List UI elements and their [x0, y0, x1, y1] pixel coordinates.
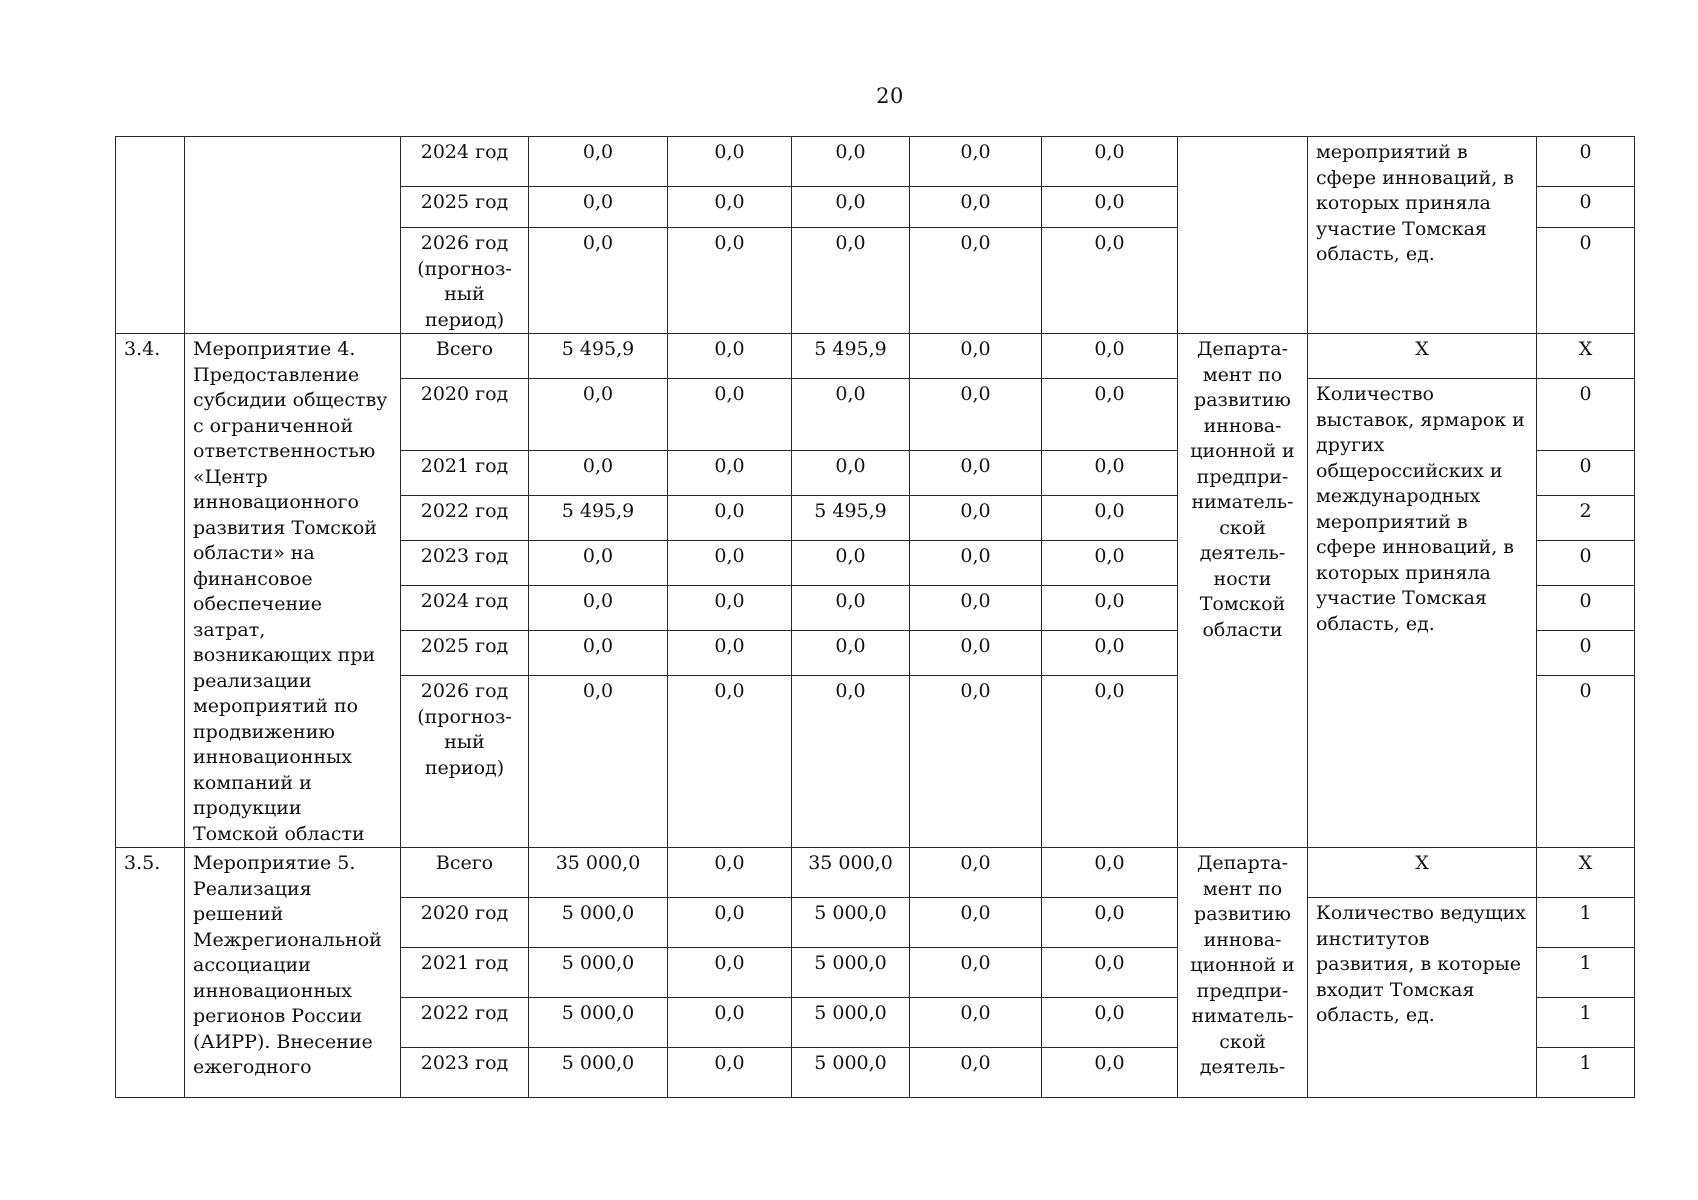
target-value-cell: 0 — [1537, 187, 1635, 228]
period-cell: 2024 год — [401, 586, 529, 631]
executor-cell: Департа-мент по развитию иннова-ционной и предпри-ниматель-ской деятель-ности Томской области — [1178, 334, 1308, 848]
period-cell: 2020 год — [401, 379, 529, 451]
amount-cell: 5 000,0 — [792, 998, 910, 1048]
amount-cell: 0,0 — [1042, 1048, 1178, 1098]
period-cell: 2022 год — [401, 998, 529, 1048]
amount-cell: 0,0 — [1042, 586, 1178, 631]
indicator-cell: Количество ведущих институтов развития, в которые входит Томская область, ед. — [1308, 898, 1537, 1098]
indicator-cell: мероприятий в сфере инноваций, в которых приняла участие Томская область, ед. — [1308, 137, 1537, 334]
amount-cell: 0,0 — [1042, 137, 1178, 187]
amount-cell: 0,0 — [668, 187, 792, 228]
amount-cell: 0,0 — [1042, 998, 1178, 1048]
period-cell: 2025 год — [401, 187, 529, 228]
amount-cell: 0,0 — [529, 541, 668, 586]
amount-cell: 0,0 — [668, 948, 792, 998]
amount-cell: 0,0 — [668, 676, 792, 848]
amount-cell: 0,0 — [529, 676, 668, 848]
amount-cell: 0,0 — [668, 379, 792, 451]
indicator-cell: Количество выставок, ярмарок и других общероссийских и международных мероприятий в сфере инноваций, в которых приняла участие Томская область, ед. — [1308, 379, 1537, 848]
amount-cell: 0,0 — [910, 334, 1042, 379]
amount-cell: 0,0 — [910, 948, 1042, 998]
amount-cell: 0,0 — [1042, 228, 1178, 334]
period-cell: 2022 год — [401, 496, 529, 541]
event-description-cell — [185, 137, 401, 334]
amount-cell: 35 000,0 — [529, 848, 668, 898]
amount-cell: 0,0 — [792, 228, 910, 334]
amount-cell: 0,0 — [792, 541, 910, 586]
target-value-cell: 0 — [1537, 451, 1635, 496]
page-number: 20 — [876, 84, 904, 108]
amount-cell: 0,0 — [668, 1048, 792, 1098]
amount-cell: 0,0 — [910, 586, 1042, 631]
amount-cell: 0,0 — [1042, 898, 1178, 948]
target-value-cell: 1 — [1537, 948, 1635, 998]
amount-cell: 0,0 — [910, 848, 1042, 898]
amount-cell: 0,0 — [792, 631, 910, 676]
period-cell: 2024 год — [401, 137, 529, 187]
amount-cell: 5 000,0 — [529, 948, 668, 998]
period-cell: 2026 год (прогноз-ный период) — [401, 676, 529, 848]
amount-cell: 5 495,9 — [792, 334, 910, 379]
amount-cell: 0,0 — [910, 379, 1042, 451]
amount-cell: 5 495,9 — [792, 496, 910, 541]
amount-cell: 0,0 — [910, 137, 1042, 187]
amount-cell: 0,0 — [910, 898, 1042, 948]
amount-cell: 0,0 — [1042, 948, 1178, 998]
amount-cell: 0,0 — [910, 451, 1042, 496]
amount-cell: 0,0 — [668, 228, 792, 334]
amount-cell: 0,0 — [910, 187, 1042, 228]
target-value-cell: 0 — [1537, 631, 1635, 676]
target-value-cell: 1 — [1537, 1048, 1635, 1098]
executor-cell: Департа-мент по развитию иннова-ционной и предпри-ниматель-ской деятель- — [1178, 848, 1308, 1098]
target-value-cell: 0 — [1537, 137, 1635, 187]
amount-cell: 0,0 — [1042, 496, 1178, 541]
table-row — [116, 848, 1635, 898]
period-cell: 2021 год — [401, 948, 529, 998]
period-cell: 2020 год — [401, 898, 529, 948]
period-cell: 2025 год — [401, 631, 529, 676]
amount-cell: 0,0 — [529, 137, 668, 187]
target-value-cell: Х — [1537, 848, 1635, 898]
target-value-cell: 0 — [1537, 586, 1635, 631]
amount-cell: 0,0 — [792, 187, 910, 228]
amount-cell: 5 000,0 — [529, 998, 668, 1048]
executor-cell — [1178, 137, 1308, 334]
target-value-cell: 2 — [1537, 496, 1635, 541]
target-value-cell: 0 — [1537, 228, 1635, 334]
amount-cell: 0,0 — [668, 541, 792, 586]
amount-cell: 0,0 — [1042, 541, 1178, 586]
target-value-cell: Х — [1537, 334, 1635, 379]
period-cell: 2021 год — [401, 451, 529, 496]
amount-cell: 0,0 — [668, 631, 792, 676]
amount-cell: 0,0 — [792, 451, 910, 496]
amount-cell: 0,0 — [668, 137, 792, 187]
target-value-cell: 0 — [1537, 676, 1635, 848]
amount-cell: 0,0 — [529, 187, 668, 228]
amount-cell: 0,0 — [1042, 676, 1178, 848]
amount-cell: 0,0 — [792, 586, 910, 631]
amount-cell: 5 000,0 — [792, 948, 910, 998]
period-cell: 2026 год (прогноз-ный период) — [401, 228, 529, 334]
amount-cell: 0,0 — [529, 586, 668, 631]
amount-cell: 0,0 — [1042, 451, 1178, 496]
amount-cell: 0,0 — [668, 898, 792, 948]
amount-cell: 5 000,0 — [529, 1048, 668, 1098]
amount-cell: 5 495,9 — [529, 496, 668, 541]
amount-cell: 0,0 — [1042, 631, 1178, 676]
amount-cell: 0,0 — [910, 631, 1042, 676]
period-cell: Всего — [401, 848, 529, 898]
period-cell: Всего — [401, 334, 529, 379]
amount-cell: 0,0 — [792, 137, 910, 187]
row-number-cell: 3.4. — [116, 334, 185, 848]
period-cell: 2023 год — [401, 541, 529, 586]
amount-cell: 0,0 — [792, 676, 910, 848]
amount-cell: 0,0 — [668, 998, 792, 1048]
amount-cell: 0,0 — [668, 848, 792, 898]
event-description-cell: Мероприятие 5. Реализация решений Межрегиональной ассоциации инновационных регионов России (АИРР). Внесение ежегодного — [185, 848, 401, 1098]
indicator-total-cell: Х — [1308, 848, 1537, 898]
amount-cell: 0,0 — [910, 1048, 1042, 1098]
amount-cell: 5 000,0 — [792, 898, 910, 948]
amount-cell: 0,0 — [910, 496, 1042, 541]
amount-cell: 0,0 — [1042, 334, 1178, 379]
amount-cell: 0,0 — [910, 998, 1042, 1048]
amount-cell: 0,0 — [529, 631, 668, 676]
amount-cell: 0,0 — [668, 496, 792, 541]
amount-cell: 0,0 — [668, 586, 792, 631]
amount-cell: 0,0 — [1042, 848, 1178, 898]
period-cell: 2023 год — [401, 1048, 529, 1098]
table-row — [116, 334, 1635, 379]
amount-cell: 0,0 — [910, 228, 1042, 334]
target-value-cell: 0 — [1537, 379, 1635, 451]
target-value-cell: 1 — [1537, 998, 1635, 1048]
row-number-cell: 3.5. — [116, 848, 185, 1098]
amount-cell: 0,0 — [910, 676, 1042, 848]
table-row — [116, 137, 1635, 187]
program-measures-table — [115, 136, 1635, 1098]
amount-cell: 0,0 — [668, 451, 792, 496]
amount-cell: 0,0 — [668, 334, 792, 379]
event-description-cell: Мероприятие 4. Предоставление субсидии обществу с ограниченной ответственностью «Центр инновационного развития Томской области» на финансовое обеспечение затрат, возникающих при реализации мероприятий по продвижению инновационных компаний и продукции Томской области — [185, 334, 401, 848]
amount-cell: 5 000,0 — [792, 1048, 910, 1098]
amount-cell: 0,0 — [910, 541, 1042, 586]
amount-cell: 0,0 — [529, 379, 668, 451]
amount-cell: 35 000,0 — [792, 848, 910, 898]
amount-cell: 0,0 — [529, 451, 668, 496]
amount-cell: 0,0 — [1042, 187, 1178, 228]
target-value-cell: 0 — [1537, 541, 1635, 586]
amount-cell: 0,0 — [1042, 379, 1178, 451]
amount-cell: 5 000,0 — [529, 898, 668, 948]
amount-cell: 5 495,9 — [529, 334, 668, 379]
indicator-total-cell: Х — [1308, 334, 1537, 379]
row-number-cell — [116, 137, 185, 334]
amount-cell: 0,0 — [529, 228, 668, 334]
target-value-cell: 1 — [1537, 898, 1635, 948]
amount-cell: 0,0 — [792, 379, 910, 451]
